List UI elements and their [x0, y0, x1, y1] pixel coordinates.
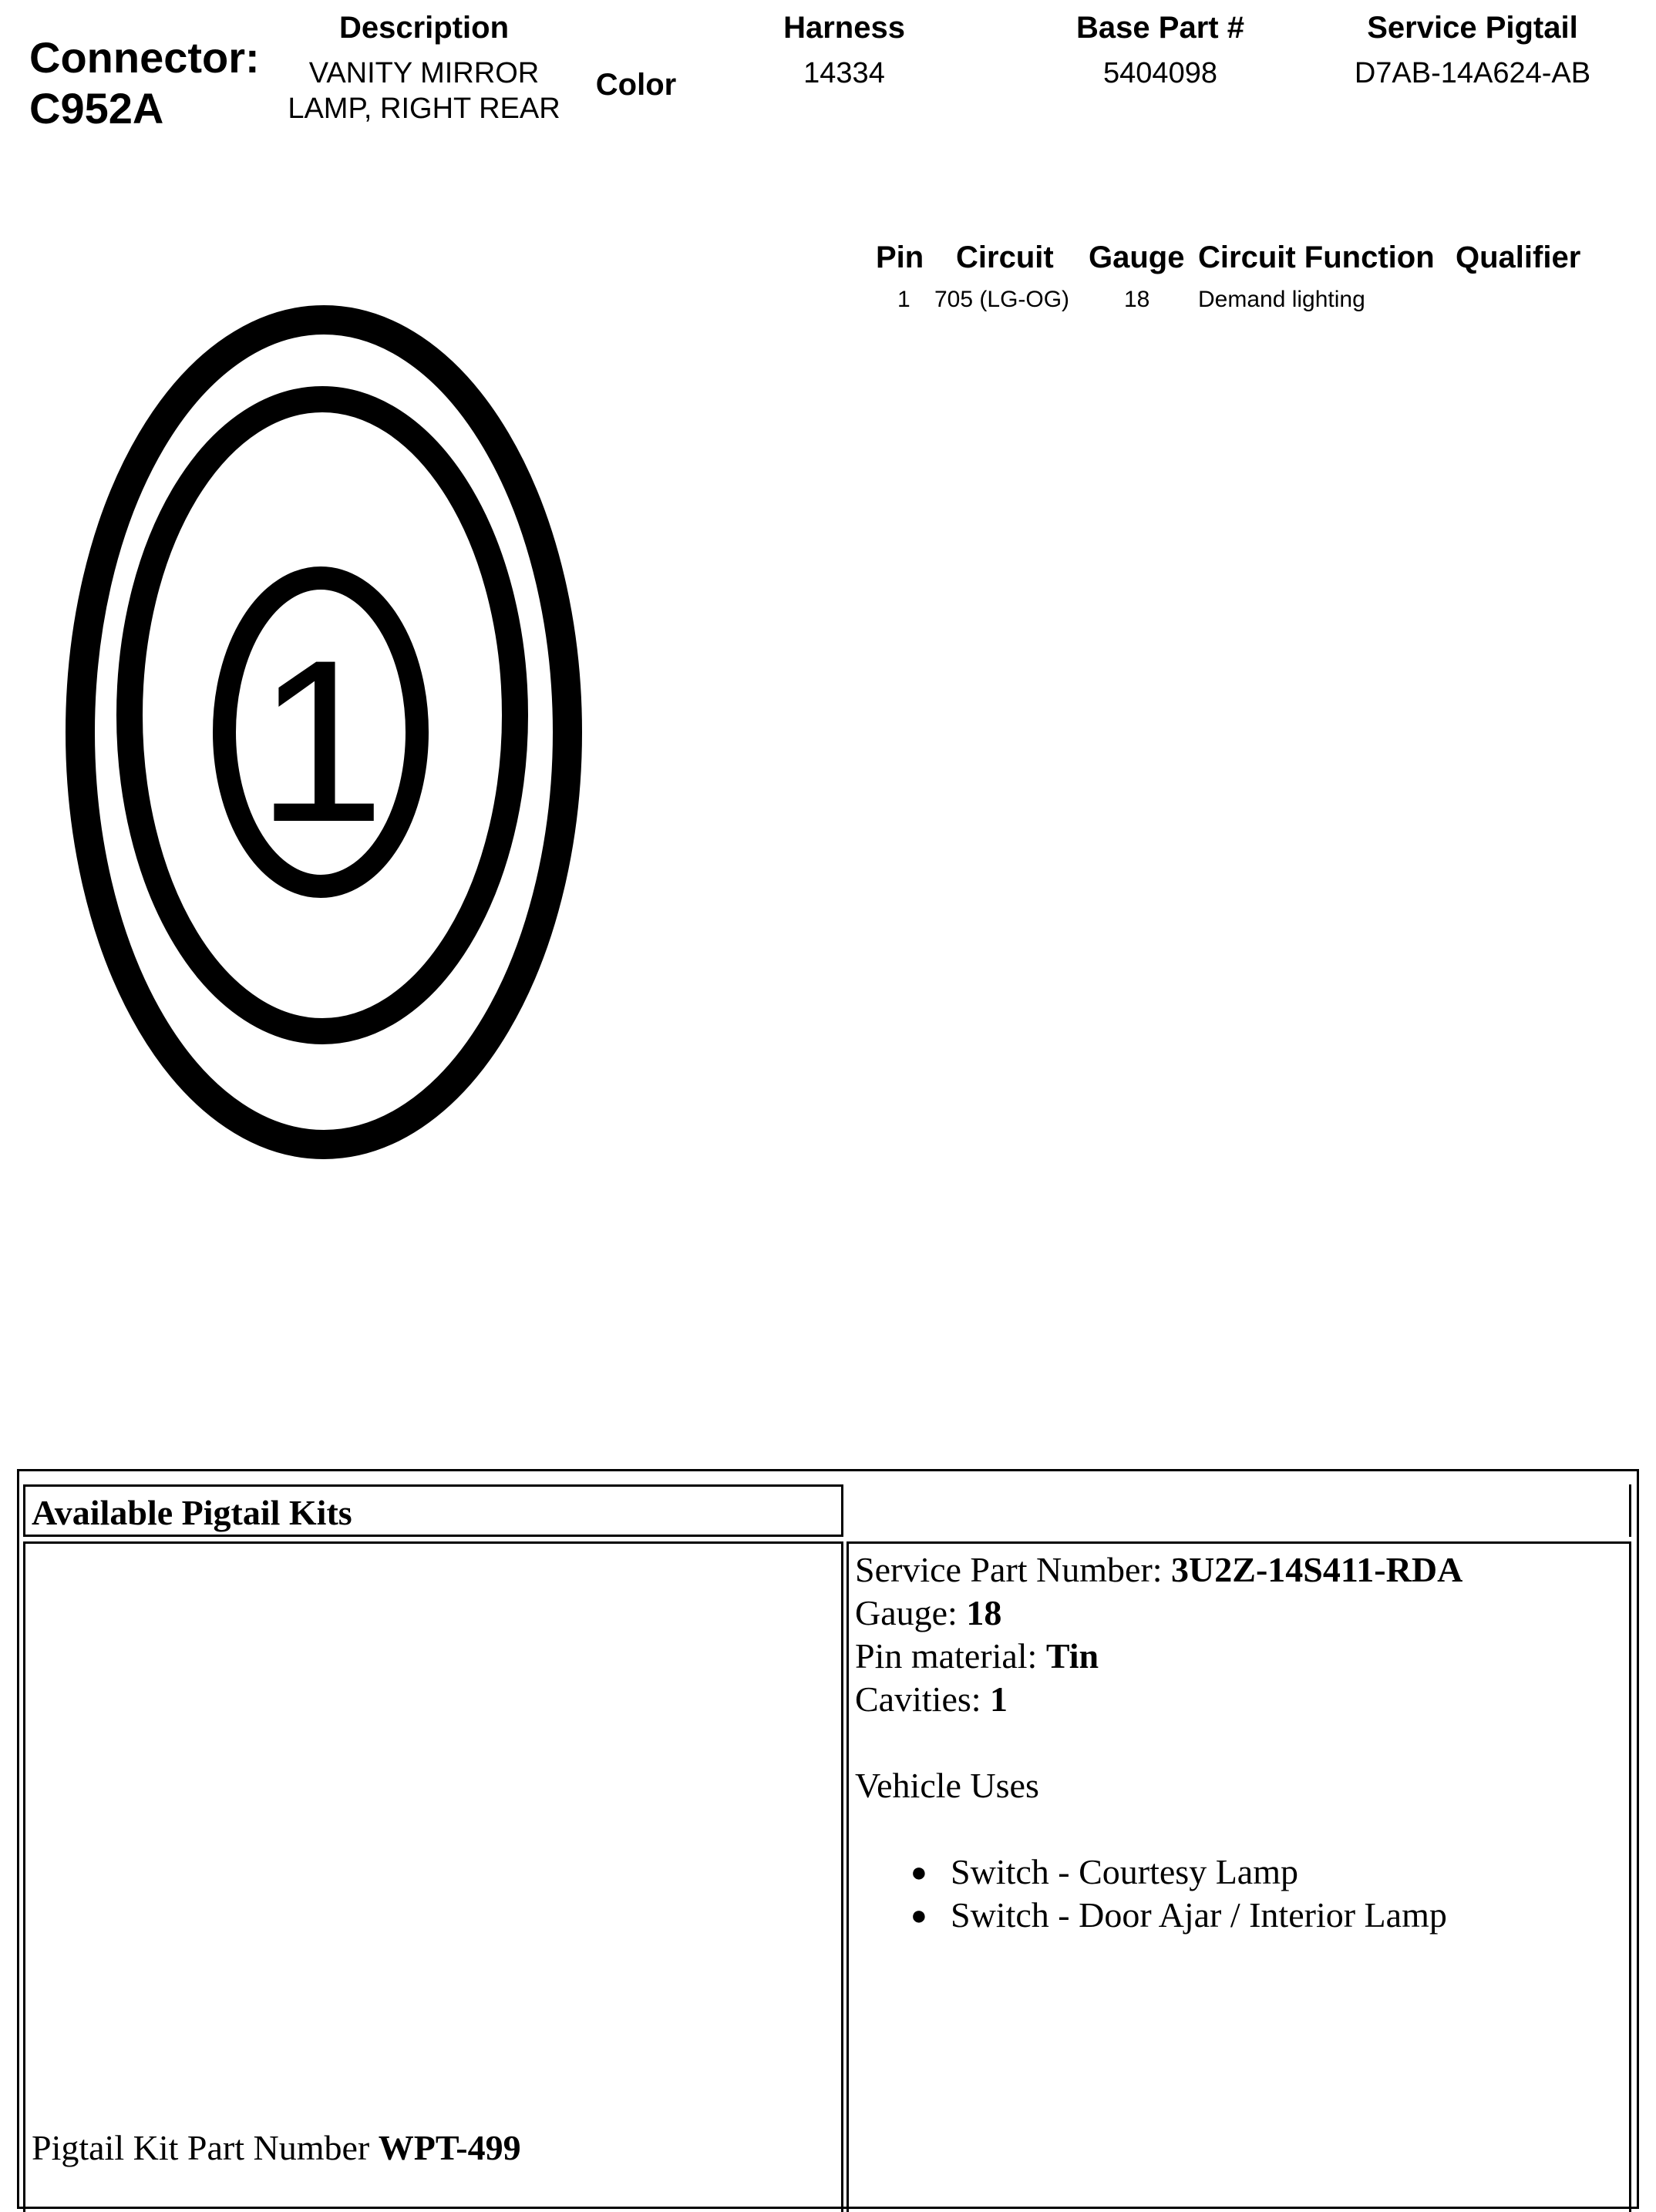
pigtail-kits-title-cell [23, 1484, 843, 1537]
circuit-function-col-header: Circuit Function [1198, 240, 1435, 274]
bullet-icon: ● [910, 1857, 927, 1888]
circuit-cell: 705 (LG-OG) [934, 287, 1070, 312]
gauge-value: 18 [966, 1593, 1002, 1632]
service-pigtail-value: D7AB-14A624-AB [1354, 57, 1591, 89]
pin-col-header: Pin [876, 240, 924, 274]
base-part-header: Base Part # [1076, 11, 1244, 45]
pin-material-line [855, 1635, 1618, 1678]
function-cell: Demand lighting [1198, 287, 1365, 312]
pigtail-kit-image-cell [23, 1541, 843, 2212]
qualifier-col-header: Qualifier [1456, 240, 1581, 274]
pigtail-kit-part-value: WPT-499 [378, 2128, 521, 2167]
gauge-col-header: Gauge [1089, 240, 1185, 274]
vehicle-use-label: Switch - Courtesy Lamp [951, 1852, 1298, 1891]
service-pigtail-header: Service Pigtail [1367, 11, 1578, 45]
pin-table-header [876, 240, 1647, 279]
harness-header: Harness [783, 11, 905, 45]
gauge-cell: 18 [1124, 287, 1150, 312]
description-header: Description [338, 11, 510, 45]
pigtail-kit-details [855, 1548, 1618, 1937]
gauge-label: Gauge: [855, 1593, 967, 1632]
table-row [876, 287, 1647, 318]
gauge-line [855, 1592, 1618, 1635]
base-part-value: 5404098 [1103, 57, 1217, 89]
circuit-col-header: Circuit [956, 240, 1054, 274]
connector-label: Connector: [29, 33, 260, 82]
list-item [910, 1894, 1618, 1937]
pin-material-label: Pin material: [855, 1636, 1046, 1676]
service-part-line [855, 1548, 1618, 1592]
pigtail-kit-details-cell [847, 1541, 1631, 2212]
harness-value: 14334 [803, 57, 885, 89]
connector-title [29, 32, 284, 134]
service-part-label: Service Part Number: [855, 1550, 1172, 1589]
pin-material-value: Tin [1045, 1636, 1099, 1676]
vehicle-use-label: Switch - Door Ajar / Interior Lamp [951, 1895, 1447, 1935]
cavities-label: Cavities: [855, 1679, 991, 1719]
vehicle-uses-heading: Vehicle Uses [855, 1766, 1039, 1805]
cavities-value: 1 [990, 1679, 1008, 1719]
connector-id: C952A [29, 84, 164, 133]
vehicle-uses-list [910, 1851, 1618, 1937]
list-item [910, 1851, 1618, 1894]
service-part-value: 3U2Z-14S411-RDA [1171, 1550, 1463, 1589]
pigtail-kits-title: Available Pigtail Kits [32, 1493, 352, 1532]
pin-cell: 1 [897, 287, 910, 312]
pin-number-label: 1 [256, 611, 385, 870]
pigtail-kit-part-label: Pigtail Kit Part Number [32, 2128, 379, 2167]
connector-face-diagram [62, 293, 586, 1172]
cavities-line [855, 1678, 1618, 1721]
bullet-icon: ● [910, 1900, 927, 1931]
pigtail-kit-part-line [32, 2126, 521, 2170]
description-value: VANITY MIRROR LAMP, RIGHT REAR [288, 57, 560, 125]
color-header: Color [595, 68, 677, 102]
pigtail-kits-header-right-cell [847, 1484, 1631, 1537]
